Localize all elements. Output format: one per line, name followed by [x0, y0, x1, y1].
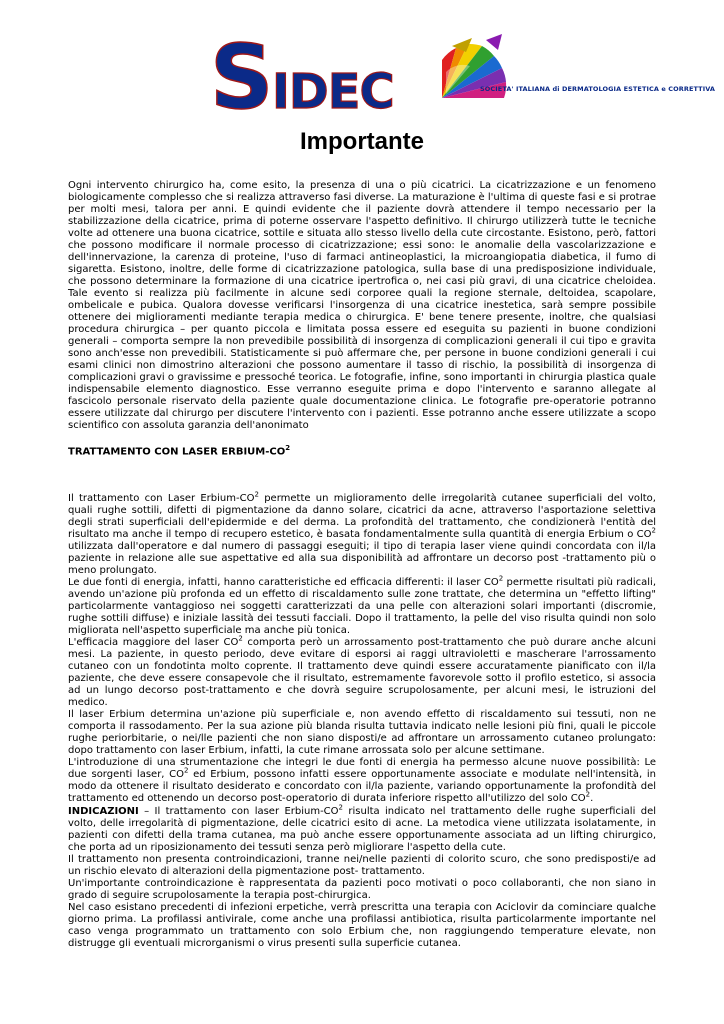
- text-span: – Il trattamento con laser Erbium-CO: [138, 806, 339, 817]
- sidec-logo: [210, 30, 716, 112]
- indications-paragraph-3: Un'importante controindicazione è rappresentata da pazienti poco motivati o poco collaboranti, che non siano in grado di seguire scrupolosamente la terapia post-chirurgica.: [68, 878, 656, 901]
- superscript: 2: [338, 803, 344, 812]
- indications-label: INDICAZIONI: [68, 806, 139, 817]
- text-span: permette risultati più radicali, avendo un'azione più profonda ed un effetto di riscaldamento sulle zone trattate, che determina un "effetto lifting" particolarmente vantaggioso nei soggetti caratterizzati da una pelle con alterazioni solari importanti (discromie, rughe sottili diffuse) e iniziale lassità dei tessuti facciali. Dopo il trattamento, la pelle del viso risulta quindi non solo migliorata nell'aspetto superficiale ma anche più tonica.: [68, 577, 657, 636]
- treatment-paragraph-4: Il laser Erbium determina un'azione più superficiale e, non avendo effetto di riscaldamento sui tessuti, non ne comporta il rassodamento. Per la sua azione più blanda risulta tuttavia indicato nelle lesioni più fini, quali le piccole rughe periorbitarie, o nei/lle pazienti che non siano disposti/e ad affrontare un arrossamento cutaneo prolungato: dopo trattamento con laser Erbium, infatti, la cute rimane arrossata solo per alcune settimane.: [68, 709, 656, 756]
- indications-section: [68, 803, 656, 950]
- treatment-paragraph-2: [68, 574, 657, 637]
- treatment-paragraph-3: [68, 634, 656, 709]
- text-span: L'efficacia maggiore del laser CO: [68, 637, 239, 648]
- section-heading-sup: 2: [285, 444, 291, 452]
- superscript: 2: [254, 490, 259, 499]
- text-span: ed Erbium, possono infatti essere opportunamente associate e modulate nell'intensità, in modo da ottenere il risultato desiderato e concordato con il/la paziente, variando opportunamente la profondità del trattamento ed ottenendo un decorso post-operatorio di durata inferiore rispetto all'utilizzo del solo CO: [68, 769, 656, 804]
- text-span: .: [590, 793, 594, 804]
- text-span: risulta indicato nel trattamento delle rughe superficiali del volto, delle irregolarità di pigmentazione, delle cicatrici esito di acne. La metodica viene utilizzata isolatamente, in pazienti con difetti della trama cutanea, ma può anche essere opportunamente associata ad un lifting chirurgico, che porta ad un riposizionamento dei tessuti senza però migliorare l'aspetto della cute.: [68, 806, 656, 853]
- intro-paragraph: [68, 180, 656, 432]
- section-heading-text: TRATTAMENTO CON LASER ERBIUM-CO: [68, 446, 286, 458]
- superscript: 2: [238, 634, 243, 643]
- text-span: comporta però un arrossamento post-trattamento che può durare anche alcuni mesi. La paziente, in questo periodo, deve evitare di esporsi ai raggi ultravioletti e mascherare l'arrossamento cutaneo con un fondotinta molto coprente. Il trattamento deve quindi essere accuratamente pianificato con il/la paziente, che deve essere consapevole che il risultato, estremamente favorevole sotto il profilo estetico, si associa ad un lungo decorso post-trattamento e che dovrà seguire scrupolosamente, per alcuni mesi, le istruzioni del medico.: [68, 637, 656, 708]
- page-title: Importante: [299, 128, 424, 155]
- intro-text: Ogni intervento chirurgico ha, come esito, la presenza di una o più cicatrici. La cicatrizzazione e un fenomeno biologicamente complesso che si realizza attraverso fasi diverse. La maturazione è l'ultima di queste fasi e si protrae per molti mesi, talora per anni. E quindi evidente che il paziente dovrà attendere il tempo necessario per la stabilizzazione della cicatrice, prima di poterne osservare l'aspetto definitivo. Il chirurgo utilizzerà tutte le tecniche volte ad ottenere una buona cicatrice, sottile e situata allo stesso livello della cute circostante. Esistono, però, fattori che possono modificare il normale processo di cicatrizzazione; essi sono: le anomalie della vascolarizzazione e dell'innervazione, la carenza di proteine, l'uso di farmaci antineoplastici, la microangiopatia diabetica, il fumo di sigaretta. Esistono, inoltre, delle forme di cicatrizzazione patologica, sulla base di una predisposizione individuale, che possono determinare la formazione di una cicatrice ipertrofica o, nei casi più gravi, di una cicatrice cheloidea. Tale evento si realizza più facilmente in alcune sedi corporee quali la regione sternale, deltoidea, scapolare, ombelicale e pubica. Qualora dovesse verificarsi l'insorgenza di una cicatrice inestetica, sarà sempre possibile ottenere dei miglioramenti mediante terapia medica o chirurgica. E' bene tenere presente, inoltre, che qualsiasi procedura chirurgica – per quanto piccola e limitata possa essere ed eseguita su pazienti in buone condizioni generali – comporta sempre la non prevedibile possibilità di insorgenza di complicazioni generali il cui tipo e gravita sono anch'esse non prevedibili. Statisticamente si può affermare che, per persone in buone condizioni generali i cui esami clinici non dimostrino alterazioni che possono aumentare il tasso di rischio, la possibilità di insorgenza di complicazioni gravi o gravissime e pressoché teorica. Le fotografie, infine, sono importanti in chirurgia plastica quale indispensabile elemento diagnostico. Esse verranno eseguite prima e dopo l'intervento e saranno allegate al fascicolo personale riservato della paziente quale documentazione clinica. Le fotografie pre-operatorie potranno essere utilizzate dal chirurgo per discutere l'intervento con i pazienti. Esse potranno anche essere utilizzate a scopo scientifico con assoluta garanzia dell'anonimato: [68, 180, 656, 431]
- section-heading: [68, 444, 290, 457]
- svg-text:S: S: [210, 30, 274, 112]
- text-span: permette un miglioramento delle irregolarità cutanee superficiali del volto, quali rughe sottili, difetti di pigmentazione da danno solare, cicatrici da acne, attraverso l'asportazione selettiva degli strati superficiali dell'epidermide e del derma. La profondità del trattamento, che condizionerà l'entità del risultato ma anche il tempo di recupero estetico, è basata fondamentalmente sulla quantità di energia Erbium o CO: [68, 493, 656, 540]
- sidec-logo-graphic: [210, 30, 510, 112]
- logo-subtitle: SOCIETA' ITALIANA di DERMATOLOGIA ESTETICA e CORRETTIVA: [480, 85, 716, 93]
- text-span: utilizzata dall'operatore e dal numero di passaggi eseguiti; il tipo di terapia laser viene quindi concordata con il/la paziente in relazione alle sue aspettative ed alla sua disponibilità ad affrontare un decorso post -trattamento più o meno prolungato.: [68, 541, 656, 576]
- text-span: L'introduzione di una strumentazione che integri le due fonti di energia ha permesso alcune nuove possibilità: Le due sorgenti laser, CO: [68, 757, 656, 780]
- superscript: 2: [585, 790, 591, 799]
- text-span: Il trattamento con Laser Erbium-CO: [68, 493, 255, 504]
- superscript: 2: [651, 526, 656, 535]
- indications-paragraph-2: Il trattamento non presenta controindicazioni, tranne nei/nelle pazienti di colorito scuro, che sono predisposti/e ad un rischio elevato di alterazioni della pigmentazione post- trattamento.: [68, 854, 656, 877]
- svg-text:IDEC: IDEC: [272, 64, 394, 112]
- superscript: 2: [498, 574, 504, 583]
- superscript: 2: [183, 766, 189, 775]
- indications-paragraph-1: [68, 803, 656, 854]
- text-span: Le due fonti di energia, infatti, hanno caratteristiche ed efficacia differenti: il laser CO: [68, 577, 499, 588]
- indications-paragraph-4: Nel caso esistano precedenti di infezioni erpetiche, verrà prescritta una terapia con Aciclovir da cominciare qualche giorno prima. La profilassi antivirale, come anche una profilassi antibiotica, risulta particolarmente importante nel caso venga programmato un trattamento con solo Erbium che, non raggiungendo temperature elevate, non distrugge gli eventuali microrganismi o virus presenti sulla superficie cutanea.: [68, 902, 656, 949]
- treatment-paragraph-1: [68, 490, 656, 577]
- treatment-paragraph-5: [68, 757, 656, 805]
- treatment-section: [68, 490, 657, 805]
